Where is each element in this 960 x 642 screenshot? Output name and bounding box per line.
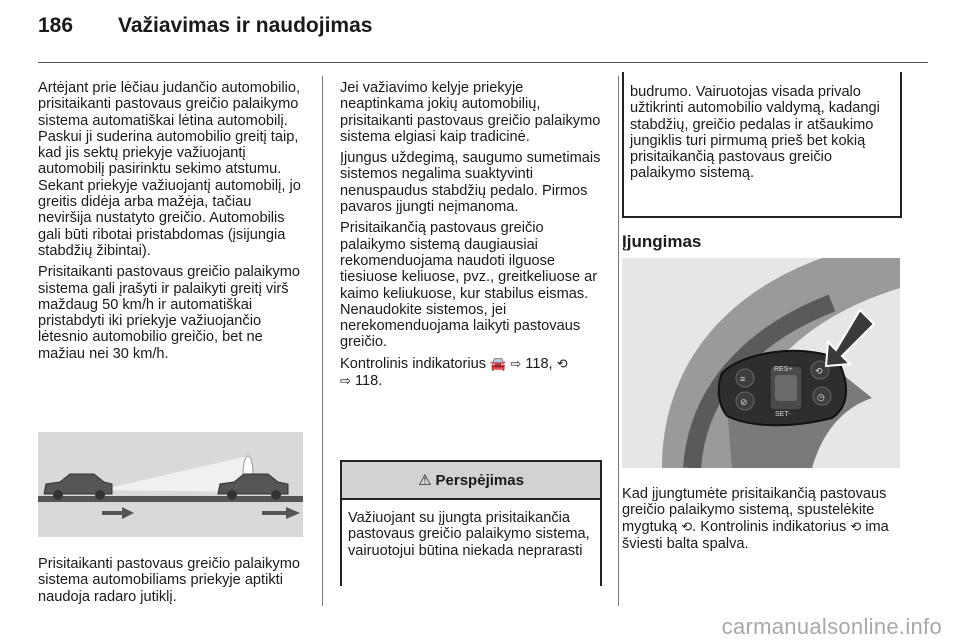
column-1-bottom — [38, 556, 308, 605]
radar-diagram — [38, 432, 303, 537]
cruise-control-indicator-icon: ⟲ — [556, 356, 568, 372]
steering-wheel-illustration — [622, 258, 900, 468]
page-title: Važiavimas ir naudojimas — [118, 14, 373, 37]
vehicle-ahead-indicator-icon: 🚘 — [490, 356, 507, 372]
arrow-right-icon — [102, 507, 134, 519]
paragraph: Prisitaikančią pastovaus greičio palaikymo sistemą daugiausiai rekomenduojama naudoti ilguose tiesiuose keliuose, pvz., greitkeliuose ar kaimo keliukuose, kur stabilus eismas. Nenaudokite sistemos, jei nerekomenduojama laikyti pastovaus greičio. — [340, 220, 598, 351]
paragraph: Kad įjungtumėte prisitaikančią pastovaus greičio palaikymo sistemą, spustelėkite mygtuką ⟲. Kontrolinis indikatorius ⟲ ima šviesti balta spalva. — [622, 486, 889, 552]
watermark: carmanualsonline.info — [721, 614, 942, 639]
set-label: SET- — [775, 411, 791, 418]
section-heading: Įjungimas — [622, 232, 702, 251]
warning-icon: ⚠ — [418, 472, 432, 489]
warning-title: Perspėjimas — [435, 471, 524, 489]
page-reference-icon: ⇨ — [340, 374, 351, 390]
column-1 — [38, 80, 308, 367]
svg-text:⟲: ⟲ — [815, 366, 823, 376]
warning-box — [340, 460, 602, 586]
arrow-right-icon — [262, 507, 300, 519]
paragraph: Prisitaikanti pastovaus greičio palaikymo sistema automobiliams priekyje aptikti naudoja radaro jutiklį. — [38, 556, 300, 605]
adaptive-cruise-button-icon: ⟲ — [681, 519, 693, 535]
cruise-control-indicator-icon: ⟲ — [850, 519, 862, 535]
warning-header — [342, 462, 600, 500]
svg-text:◷: ◷ — [817, 392, 825, 402]
column-divider-1 — [322, 76, 323, 606]
res-label: RES+ — [774, 366, 793, 373]
page-number: 186 — [38, 14, 74, 37]
paragraph: Prisitaikanti pastovaus greičio palaikymo sistema gali įrašyti ir palaikyti greitį virš maždaug 50 km/h ir automatiškai pristabdyti iki priekyje važiuojančio lėtesnio automobilio greičio, bet ne mažiau nei 30 km/h. — [38, 264, 300, 362]
paragraph: Artėjant prie lėčiau judančio automobilio, prisitaikanti pastovaus greičio palaikymo sistema automatiškai lėtina automobilį. Paskui ji suderina automobilio greitį taip, kad jis sektų priekyje važiuojantį automobilį pasirinktu sekimo atstumu. Sekant priekyje važiuojantį automobilį, jo greitis didėja arba mažėja, tačiau neviršija nustatyto greičio. Automobilis gali būti ribotai pristabdomas (įsijungia stabdžių žibintai). — [38, 80, 301, 259]
steering-wheel-diagram — [622, 258, 900, 468]
indicator-paragraph: Kontrolinis indikatorius 🚘 ⇨ 118, ⟲ ⇨ 118. — [340, 355, 568, 390]
paragraph: Jei važiavimo kelyje priekyje neaptinkama jokių automobilių, prisitaikanti pastovaus greičio palaikymo sistema elgiasi kaip tradicinė. — [340, 80, 601, 145]
page-header — [38, 14, 928, 44]
header-divider — [38, 62, 928, 63]
warning-box-continued: budrumo. Vairuotojas visada privalo užtikrinti automobilio valdymą, kadangi stabdžių, greičio pedalas ir atšaukimo jungiklis turi pirmumą prieš bet kokią prisitaikančią pastovaus greičio palaikymo sistemą. — [622, 72, 902, 218]
column-3-bottom — [622, 486, 912, 552]
svg-text:⊘: ⊘ — [740, 397, 748, 407]
paragraph: Įjungus uždegimą, saugumo sumetimais sistemos negalima suaktyvinti nenuspaudus stabdžių pedalo. Pirmos pavaros įjungti neįmanoma. — [340, 150, 601, 216]
column-2 — [340, 80, 610, 395]
column-divider-2 — [618, 76, 619, 606]
svg-text:≡: ≡ — [740, 374, 746, 384]
warning-body: Važiuojant su įjungta prisitaikančia pastovaus greičio palaikymo sistema, vairuotojui būtina niekada neprarasti — [348, 510, 590, 559]
radar-illustration — [38, 432, 303, 537]
page-reference-icon: ⇨ — [510, 356, 522, 372]
